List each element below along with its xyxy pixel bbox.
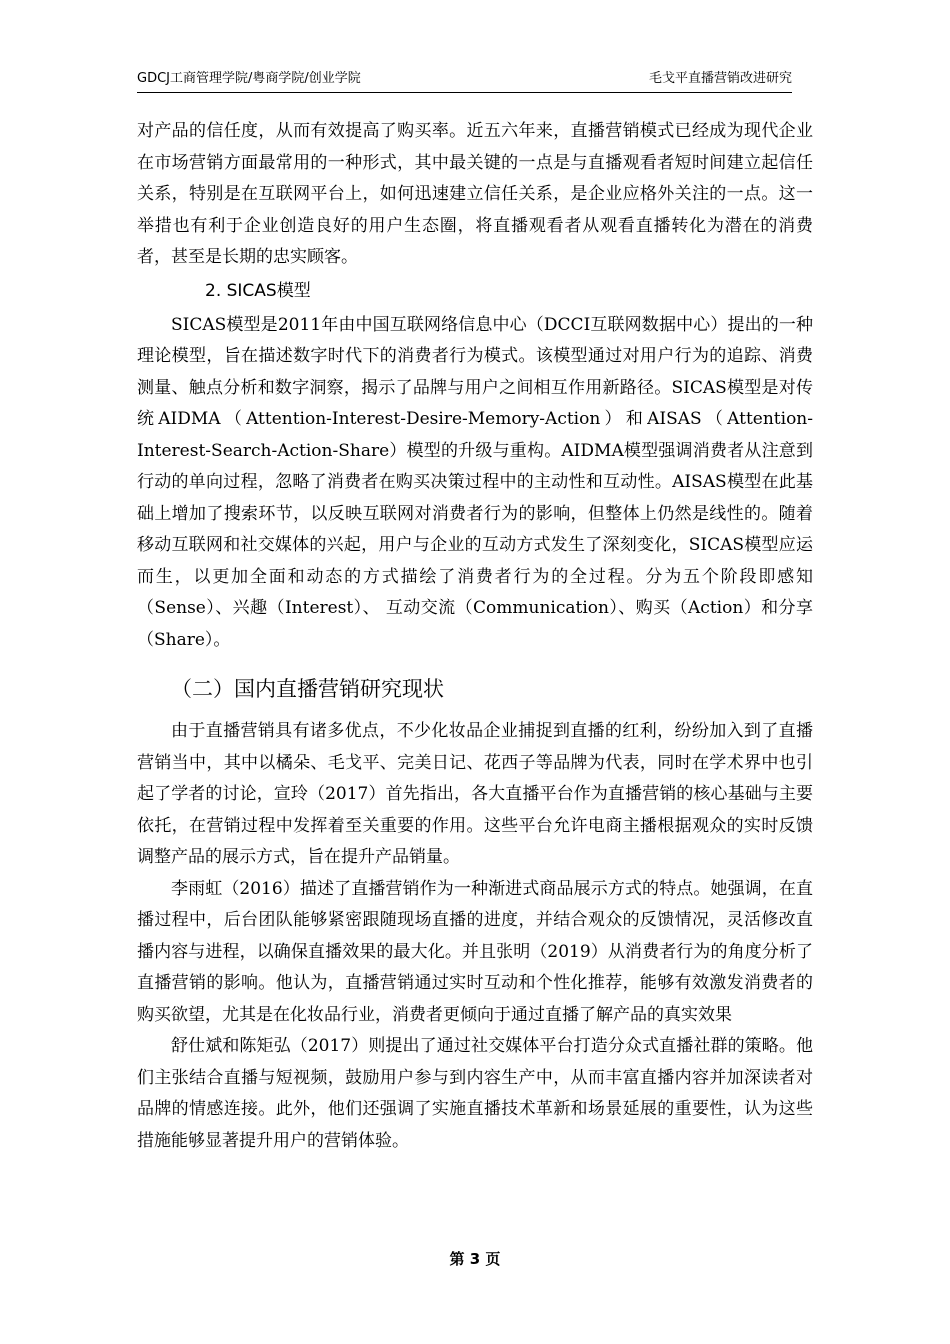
header-paper-title: 毛戈平直播营销改进研究 xyxy=(648,71,792,86)
paragraph-sicas: SICAS模型是2011年由中国互联网络信息中心（DCCI互联网数据中心）提出的一种理论模型，旨在描述数字时代下的消费者行为模式。该模型通过对用户行为的追踪、消费测量、触点分析和数字洞察，揭示了品牌与用户之间相互作用新路径。SICAS模型是对传统AIDMA（Attention-Interest-Desire-Memory-Action）和AISAS（Attention-Interest-Search-Action-Share）模型的升级与重构。AIDMA模型强调消费者从注意到行动的单向过程，忽略了消费者在购买决策过程中的主动性和互动性。AISAS模型在此基础上增加了搜索环节，以反映互联网对消费者行为的影响，但整体上仍然是线性的。随着移动互联网和社交媒体的兴起，用户与企业的互动方式发生了深刻变化，SICAS模型应运而生，以更加全面和动态的方式描绘了消费者行为的全过程。分为五个阶段即感知（Sense）、兴趣（Interest）、 互动交流（Communication）、购买（Action）和分享（Share）。 xyxy=(137,314,813,650)
page-header xyxy=(137,70,792,93)
paragraph-li-yuhong: 李雨虹（2016）描述了直播营销作为一种渐进式商品展示方式的特点。她强调，在直播过程中，后台团队能够紧密跟随现场直播的进度，并结合观众的反馈情况，灵活修改直播内容与进程，以确保直播效果的最大化。并且张明（2019）从消费者行为的角度分析了直播营销的影响。他认为，直播营销通过实时互动和个性化推荐，能够有效激发消费者的购买欲望，尤其是在化妆品行业，消费者更倾向于通过直播了解产品的真实效果 xyxy=(137,878,813,1025)
paragraph-trust-continuation: 对产品的信任度，从而有效提高了购买率。近五六年来，直播营销模式已经成为现代企业在市场营销方面最常用的一种形式，其中最关键的一点是与直播观看者短时间建立起信任关系，特别是在互联网平台上，如何迅速建立信任关系，是企业应格外关注的一点。这一举措也有利于企业创造良好的用户生态圈，将直播观看者从观看直播转化为潜在的消费者，甚至是长期的忠实顾客。 xyxy=(137,121,813,267)
paragraph-cosmetics-live: 由于直播营销具有诸多优点，不少化妆品企业捕捉到直播的红利，纷纷加入到了直播营销当中，其中以橘朵、毛戈平、完美日记、花西子等品牌为代表，同时在学术界中也引起了学者的讨论，宣玲（2017）首先指出，各大直播平台作为直播营销的核心基础与主要依托，在营销过程中发挥着至关重要的作用。这些平台允许电商主播根据观众的实时反馈调整产品的展示方式，旨在提升产品销量。 xyxy=(137,721,813,867)
page-number: 第 3 页 xyxy=(449,1250,501,1268)
header-institution: GDCJ工商管理学院/粤商学院/创业学院 xyxy=(137,71,361,86)
section-heading-domestic-research: （二）国内直播营销研究现状 xyxy=(171,677,444,701)
page-body xyxy=(137,116,813,1157)
subheading-sicas-model: 2. SICAS模型 xyxy=(205,280,311,301)
paragraph-shu-shibin: 舒仕斌和陈矩弘（2017）则提出了通过社交媒体平台打造分众式直播社群的策略。他们主张结合直播与短视频，鼓励用户参与到内容生产中，从而丰富直播内容并加深读者对品牌的情感连接。此外，他们还强调了实施直播技术革新和场景延展的重要性，认为这些措施能够显著提升用户的营销体验。 xyxy=(137,1036,813,1151)
